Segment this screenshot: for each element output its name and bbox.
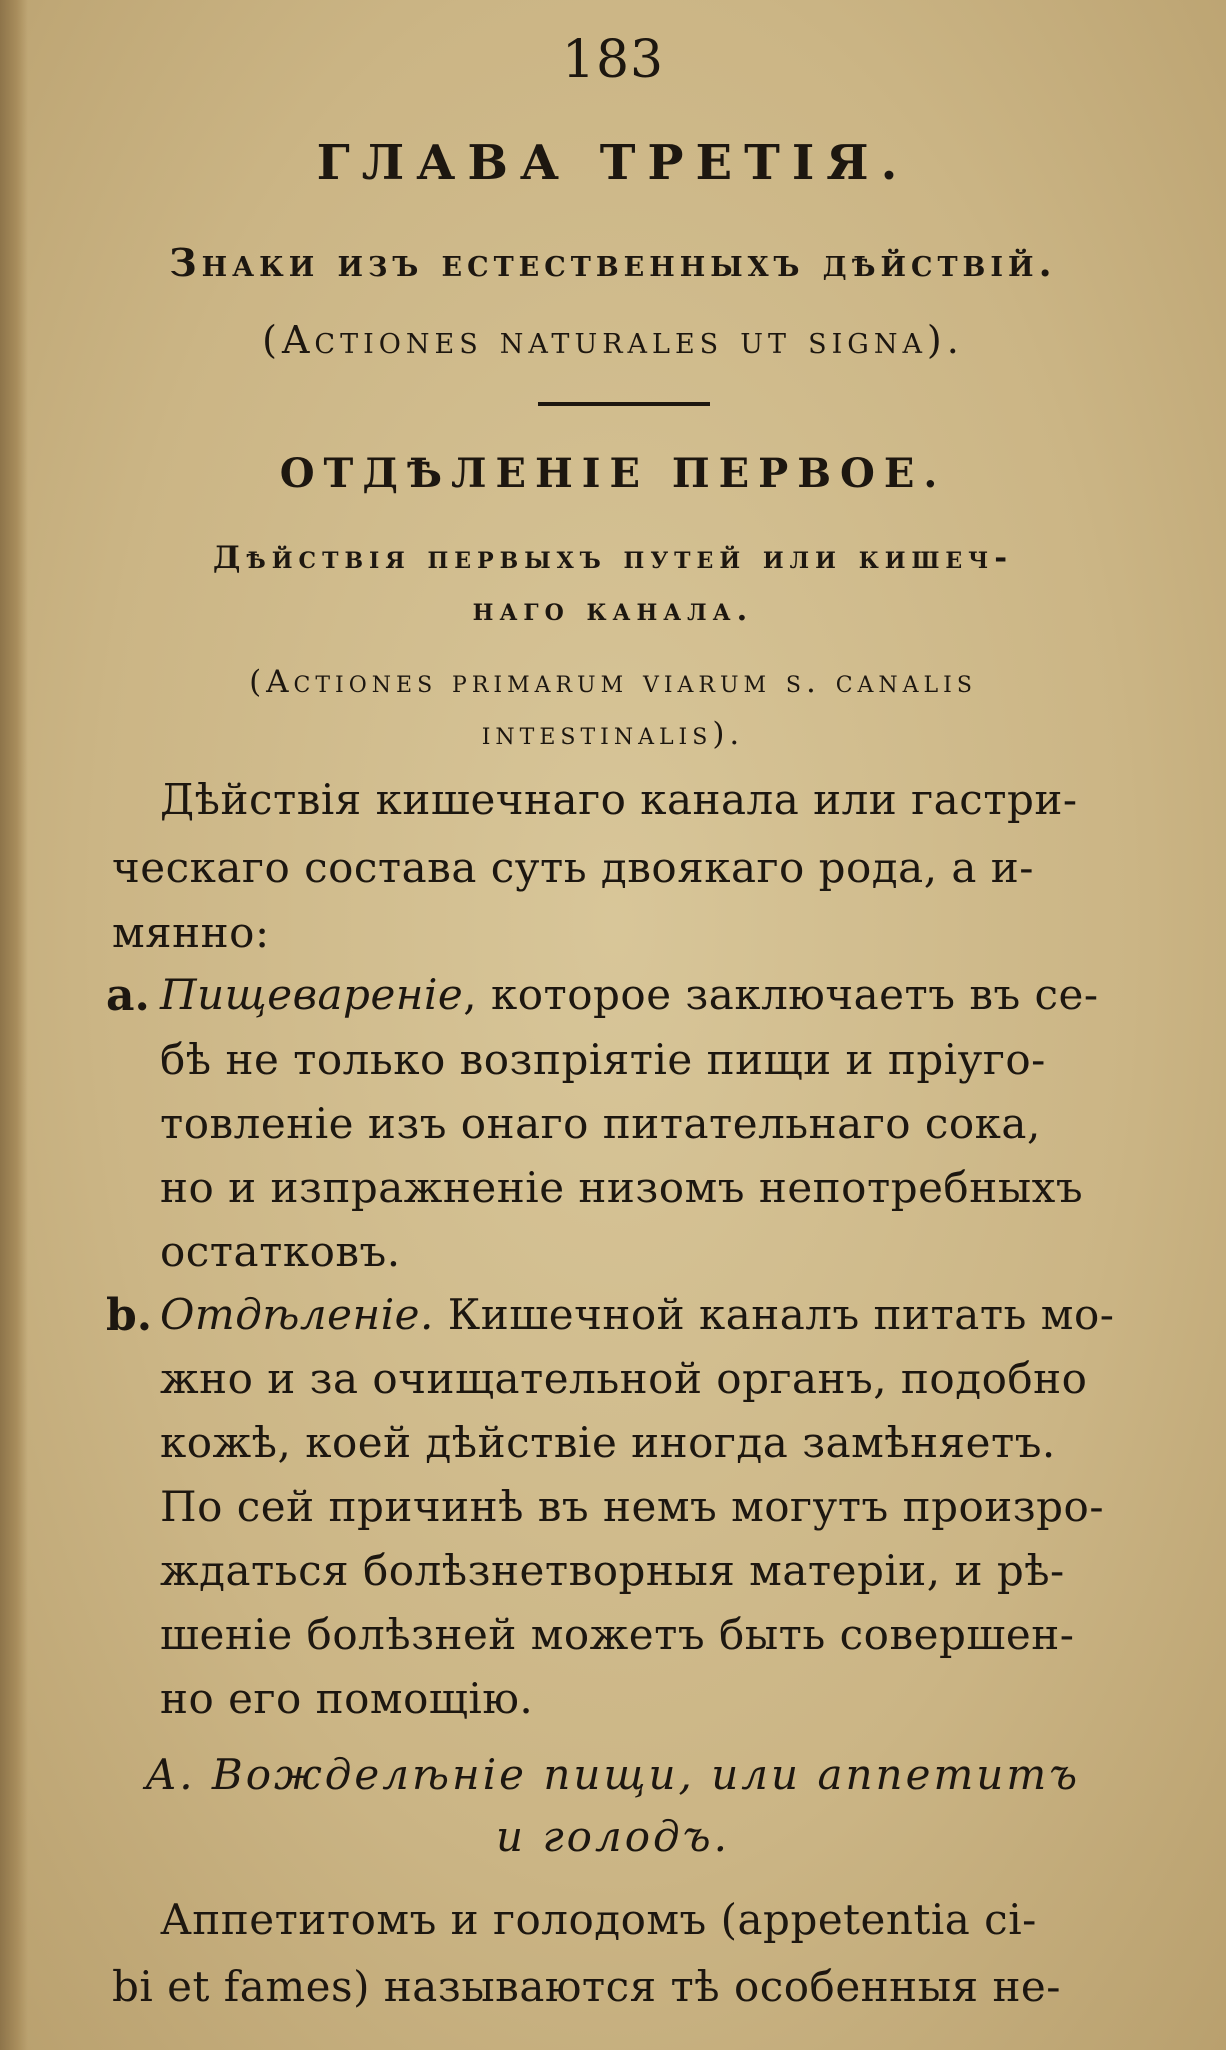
item-a-line: остатковъ.: [160, 1227, 401, 1276]
section-title: ОТДѢЛЕНІЕ ПЕРВОЕ.: [279, 450, 947, 497]
item-a-term: Пищевареніе: [160, 970, 464, 1019]
intro-line: ческаго состава суть двоякаго рода, а и-: [112, 843, 1034, 892]
item-b-first-line: [160, 1290, 1114, 1339]
item-b-line: ждаться болѣзнетворныя матеріи, и рѣ-: [160, 1546, 1065, 1595]
closing-line: bi et fames) называются тѣ особенныя не-: [112, 1962, 1061, 2011]
item-a-first-rest: , которое заключаетъ въ се-: [463, 970, 1099, 1019]
list-marker-a: a.: [106, 970, 150, 1021]
section-subtitle-latin-line: intestinalis).: [481, 716, 745, 752]
item-b-line: По сей причинѣ въ немъ могутъ произро-: [160, 1482, 1105, 1531]
item-a-line: товленіе изъ онаго питательнаго сока,: [160, 1099, 1041, 1148]
item-b-line: кожѣ, коей дѣйствіе иногда замѣняетъ.: [160, 1418, 1056, 1467]
list-marker-b: b.: [106, 1290, 153, 1341]
item-b-line: шеніе болѣзней можетъ быть совершен-: [160, 1610, 1075, 1659]
item-b-line: жно и за очищательной органъ, подобно: [160, 1354, 1088, 1403]
item-a-line: бѣ не только возпріятіе пищи и пріуго-: [160, 1035, 1046, 1084]
item-a-first-line: [160, 970, 1099, 1019]
item-b-line: но его помощію.: [160, 1674, 534, 1723]
section-subtitle-line: Дѣйствія первыхъ путей или кишеч-: [212, 540, 1014, 576]
item-a-line: но и изпражненіе низомъ непотребныхъ: [160, 1163, 1084, 1212]
page-binding-edge: [0, 0, 28, 2050]
chapter-subtitle-latin: (Actiones naturales ut signa).: [262, 318, 964, 362]
subheading-line: A. Вожделѣніе пищи, или аппетитъ: [145, 1750, 1081, 1799]
section-subtitle-latin-line: (Actiones primarum viarum s. canalis: [249, 664, 977, 700]
divider-rule: [538, 402, 710, 406]
closing-line: Аппетитомъ и голодомъ (appetentia ci-: [160, 1895, 1037, 1944]
item-b-first-rest: Кишечной каналъ питать мо-: [433, 1290, 1115, 1339]
page-number: 183: [561, 30, 665, 90]
intro-line: мянно:: [112, 908, 270, 957]
chapter-title: ГЛАВА ТРЕТІЯ.: [316, 135, 910, 191]
subheading-line: и голодъ.: [496, 1812, 730, 1861]
item-b-term: Отдѣленіе.: [160, 1290, 434, 1339]
intro-line: Дѣйствія кишечнаго канала или гастри-: [160, 775, 1078, 824]
chapter-subtitle: Знаки изъ естественныхъ дѣйствій.: [169, 240, 1057, 285]
section-subtitle-line: наго канала.: [472, 592, 754, 628]
